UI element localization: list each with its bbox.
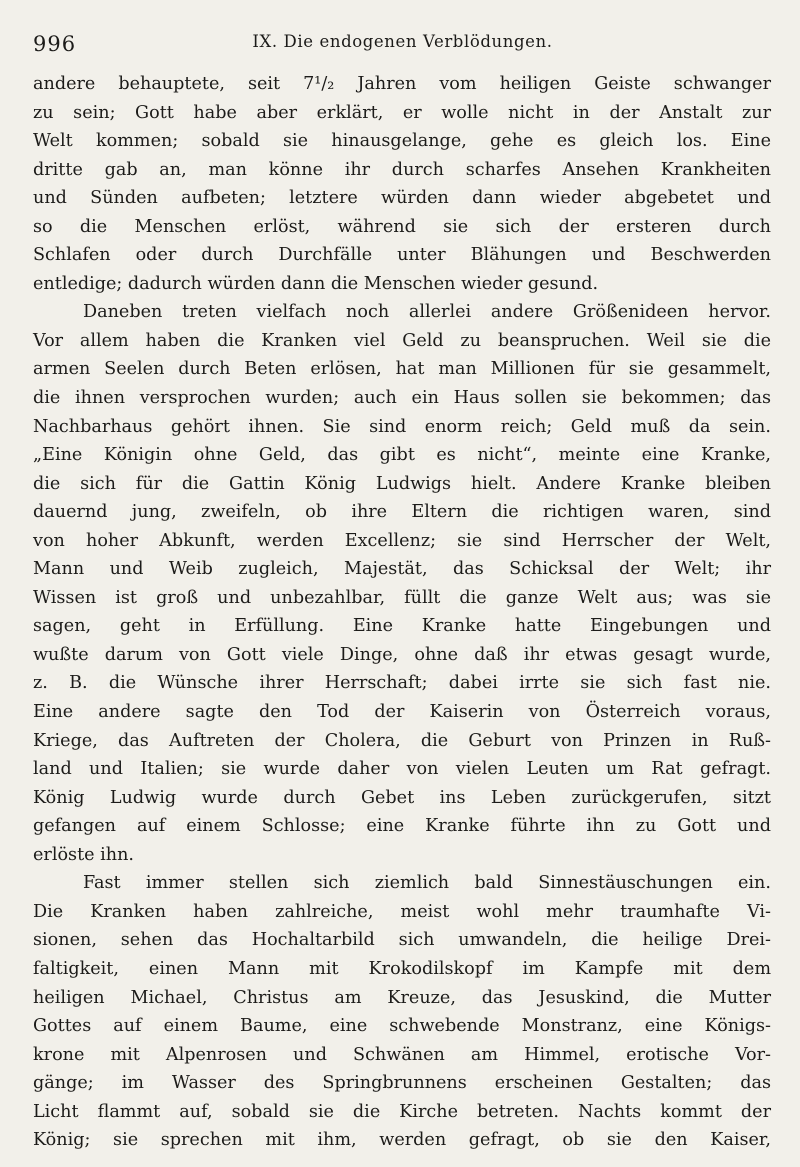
- text-line: entledige; dadurch würden dann die Menschen wieder gesund.: [33, 273, 599, 294]
- text-line: Gottes auf einem Baume, eine schwebende Monstranz, eine Königs-: [33, 1016, 771, 1037]
- text-line: armen Seelen durch Beten erlösen, hat man Millionen für sie gesammelt,: [33, 359, 771, 380]
- paragraph: [33, 298, 771, 869]
- text-line: Vor allem haben die Kranken viel Geld zu beanspruchen. Weil sie die: [33, 330, 771, 351]
- text-line: Wissen ist groß und unbezahlbar, füllt die ganze Welt aus; was sie: [33, 587, 771, 608]
- chapter-heading: IX. Die endogenen Verblödungen.: [252, 32, 553, 51]
- text-line: sionen, sehen das Hochaltarbild sich umwandeln, die heilige Drei-: [33, 930, 771, 951]
- text-line: König; sie sprechen mit ihm, werden gefragt, ob sie den Kaiser,: [33, 1130, 771, 1151]
- text-line: Welt kommen; sobald sie hinausgelange, gehe es gleich los. Eine: [33, 131, 771, 152]
- text-line: faltigkeit, einen Mann mit Krokodilskopf im Kampfe mit dem: [33, 958, 771, 979]
- page-number: 996: [33, 32, 77, 56]
- text-line: Kriege, das Auftreten der Cholera, die Geburt von Prinzen in Ruß-: [33, 730, 771, 751]
- text-line: Eine andere sagte den Tod der Kaiserin von Österreich voraus,: [33, 702, 771, 723]
- text-line: Daneben treten vielfach noch allerlei andere Größenideen hervor.: [83, 302, 771, 323]
- text-line: Mann und Weib zugleich, Majestät, das Schicksal der Welt; ihr: [33, 559, 771, 580]
- text-line: die ihnen versprochen wurden; auch ein Haus sollen sie bekommen; das: [33, 388, 771, 409]
- text-line: krone mit Alpenrosen und Schwänen am Himmel, erotische Vor-: [33, 1044, 771, 1065]
- text-line: wußte darum von Gott viele Dinge, ohne daß ihr etwas gesagt wurde,: [33, 644, 771, 665]
- text-line: dauernd jung, zweifeln, ob ihre Eltern die richtigen waren, sind: [33, 502, 771, 523]
- text-line: erlöste ihn.: [33, 844, 135, 865]
- paragraph: [33, 869, 771, 1154]
- text-line: zu sein; Gott habe aber erklärt, er wolle nicht in der Anstalt zur: [33, 102, 771, 123]
- text-line: land und Italien; sie wurde daher von vielen Leuten um Rat gefragt.: [33, 759, 771, 780]
- text-line: Die Kranken haben zahlreiche, meist wohl mehr traumhafte Vi-: [33, 901, 771, 922]
- text-line: gefangen auf einem Schlosse; eine Kranke führte ihn zu Gott und: [33, 816, 771, 837]
- text-line: so die Menschen erlöst, während sie sich der ersteren durch: [33, 216, 771, 237]
- text-line: andere behauptete, seit 7¹/₂ Jahren vom heiligen Geiste schwanger: [33, 74, 771, 94]
- text-line: gänge; im Wasser des Springbrunnens erscheinen Gestalten; das: [33, 1073, 771, 1094]
- text-line: z. B. die Wünsche ihrer Herrschaft; dabei irrte sie sich fast nie.: [33, 673, 771, 694]
- text-line: von hoher Abkunft, werden Excellenz; sie sind Herrscher der Welt,: [33, 530, 771, 551]
- text-line: Fast immer stellen sich ziemlich bald Sinnestäuschungen ein.: [83, 873, 771, 894]
- text-line: heiligen Michael, Christus am Kreuze, das Jesuskind, die Mutter: [33, 987, 771, 1008]
- text-line: sagen, geht in Erfüllung. Eine Kranke hatte Eingebungen und: [33, 616, 771, 637]
- text-line: „Eine Königin ohne Geld, das gibt es nicht“, meinte eine Kranke,: [33, 445, 771, 466]
- body-text: [33, 70, 771, 1155]
- paragraph: [33, 70, 771, 298]
- text-line: Schlafen oder durch Durchfälle unter Blähungen und Beschwerden: [33, 245, 771, 266]
- running-head: [33, 28, 772, 70]
- text-line: die sich für die Gattin König Ludwigs hielt. Andere Kranke bleiben: [33, 473, 771, 494]
- text-line: und Sünden aufbeten; letztere würden dann wieder abgebetet und: [33, 188, 771, 209]
- text-line: Nachbarhaus gehört ihnen. Sie sind enorm reich; Geld muß da sein.: [33, 416, 771, 437]
- text-line: König Ludwig wurde durch Gebet ins Leben zurückgerufen, sitzt: [33, 787, 771, 808]
- text-line: Licht flammt auf, sobald sie die Kirche betreten. Nachts kommt der: [33, 1101, 771, 1122]
- text-line: dritte gab an, man könne ihr durch scharfes Ansehen Krankheiten: [33, 159, 771, 180]
